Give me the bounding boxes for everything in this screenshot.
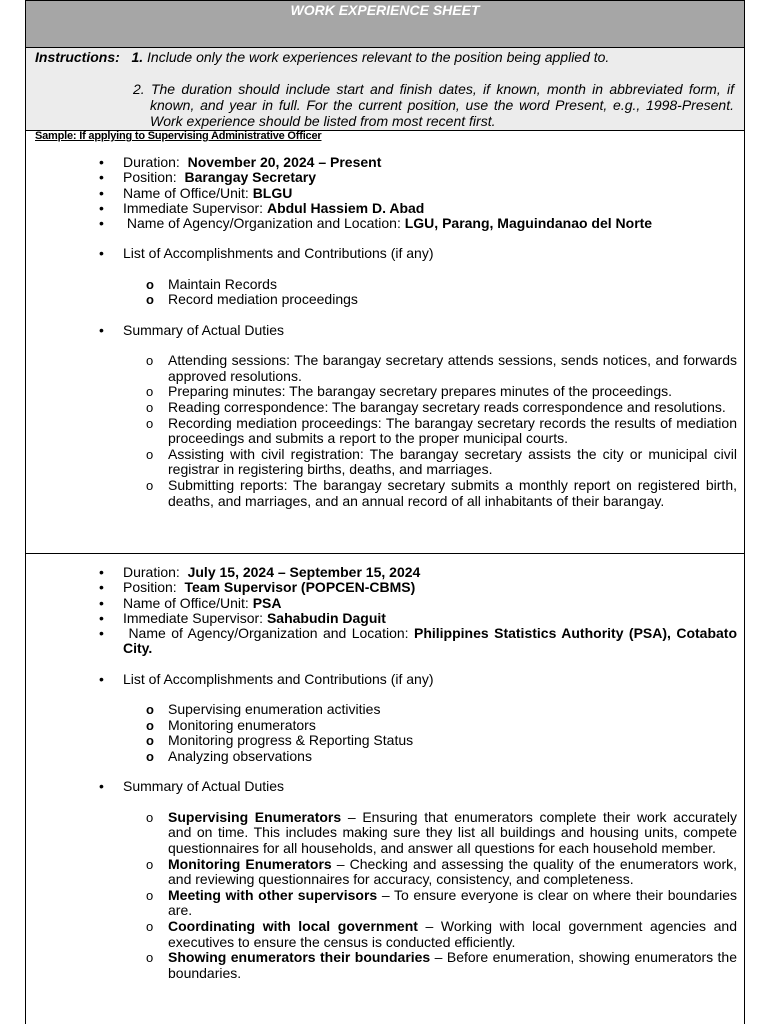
duty-title: Monitoring Enumerators (168, 855, 332, 872)
list-item: o Submitting reports: The barangay secretary submits a monthly report on registered birth, deaths, and marriages, and an annual record of all inhabitants of their barangay. (26, 478, 744, 509)
duty-title: Meeting with other supervisors (168, 886, 378, 903)
duties-list (26, 810, 744, 982)
instruction-1 (35, 49, 735, 65)
position-item (26, 170, 744, 185)
position-item (26, 580, 744, 595)
position-value: Barangay Secretary (184, 169, 317, 186)
agency-item (26, 626, 744, 657)
duration-value: November 20, 2024 – Present (187, 154, 382, 170)
duties-heading: • Summary of Actual Duties (26, 779, 744, 794)
office-value: BLGU (252, 184, 293, 201)
list-item: o Preparing minutes: The barangay secretary prepares minutes of the proceedings. (26, 384, 744, 400)
accomplishments-heading: • List of Accomplishments and Contributions (if any) (26, 246, 744, 261)
office-value: PSA (252, 594, 282, 611)
sheet-title: WORK EXPERIENCE SHEET (290, 2, 480, 18)
list-item: o Analyzing observations (26, 749, 744, 765)
title-bar (26, 0, 744, 48)
agency-item (26, 216, 744, 231)
duties-list (26, 353, 744, 509)
list-item: o Monitoring progress & Reporting Status (26, 733, 744, 749)
instruction-1-text: Include only the work experiences relevant to the position being applied to. (147, 49, 610, 65)
experience-1-details (26, 155, 744, 231)
work-experience-sheet (25, 0, 745, 1024)
position-label: Position: (123, 169, 177, 186)
experience-2-details (26, 565, 744, 657)
list-item: o Supervising enumeration activities (26, 702, 744, 718)
sample-note: Sample: If applying to Supervising Administrative Officer (35, 130, 322, 142)
supervisor-label: Immediate Supervisor: (123, 199, 264, 216)
office-label: Name of Office/Unit: (123, 594, 249, 611)
duty-text: – Working with local government agencies and executives to ensure the census is conducted efficiently. (168, 917, 738, 950)
duration-item (26, 155, 744, 170)
duration-value: July 15, 2024 – September 15, 2024 (187, 564, 421, 580)
duty-text: – To ensure everyone is clear on where their boundaries are. (168, 886, 737, 919)
list-item: o Maintain Records (26, 277, 744, 293)
experience-2 (26, 565, 744, 981)
list-item (26, 950, 744, 981)
supervisor-value: Abdul Hassiem D. Abad (266, 199, 425, 216)
instruction-1-number: 1. (131, 49, 144, 65)
list-item: o Recording mediation proceedings: The barangay secretary records the results of mediation proceedings and submits a report to the proper municipal courts. (26, 416, 744, 447)
duration-label: Duration: (123, 154, 180, 170)
office-item (26, 596, 744, 611)
supervisor-item (26, 611, 744, 626)
supervisor-value: Sahabudin Daguit (266, 609, 386, 626)
list-item: o Record mediation proceedings (26, 292, 744, 308)
agency-label: Name of Agency/Organization and Location: (126, 215, 401, 232)
accomplishments-heading: • List of Accomplishments and Contributions (if any) (26, 672, 744, 687)
duty-title: Supervising Enumerators (168, 808, 342, 825)
supervisor-label: Immediate Supervisor: (123, 609, 264, 626)
duty-text: – Ensuring that enumerators complete their work accurately and on time. This includes making sure they list all buildings and housing units, compete questionnaires for all households, and answer all questions for each household member. (168, 808, 737, 856)
instructions-box (26, 48, 744, 131)
list-item (26, 919, 744, 950)
accomplishments-list (26, 277, 744, 308)
duties-heading: • Summary of Actual Duties (26, 323, 744, 338)
duration-label: Duration: (123, 564, 180, 580)
instruction-2: 2. The duration should include start and finish dates, if known, month in abbreviated form, if known, and year in full. For the current position, use the word Present, e.g., 1998-Present. Work experience should be listed from most recent first. (133, 81, 734, 129)
duration-item (26, 565, 744, 580)
office-item (26, 186, 744, 201)
agency-label: Name of Agency/Organization and Location: (128, 625, 409, 642)
position-value: Team Supervisor (POPCEN-CBMS) (184, 579, 416, 596)
list-item: o Reading correspondence: The barangay secretary reads correspondence and resolutions. (26, 400, 744, 416)
duty-title: Coordinating with local government (168, 917, 418, 934)
duty-title: Showing enumerators their boundaries (168, 949, 431, 966)
list-item: o Monitoring enumerators (26, 718, 744, 734)
list-item (26, 857, 744, 888)
agency-value: LGU, Parang, Maguindanao del Norte (404, 215, 653, 232)
accomplishments-list (26, 702, 744, 764)
duty-text: – Checking and assessing the quality of the enumerators work, and reviewing questionnaires for accuracy, consistency, and completeness. (168, 855, 737, 888)
agency-value: Philippines Statistics Authority (PSA), Cotabato City. (123, 625, 738, 657)
list-item (26, 810, 744, 857)
duty-text: – Before enumeration, showing enumerators the boundaries. (168, 949, 738, 981)
supervisor-item (26, 201, 744, 216)
list-item (26, 888, 744, 919)
list-item: o Attending sessions: The barangay secretary attends sessions, sends notices, and forwards approved resolutions. (26, 353, 744, 384)
instructions-label: Instructions: (35, 49, 120, 65)
experience-1 (26, 155, 744, 554)
office-label: Name of Office/Unit: (123, 184, 249, 201)
position-label: Position: (123, 579, 177, 596)
list-item: o Assisting with civil registration: The barangay secretary assists the city or municipal civil registrar in registering births, deaths, and marriages. (26, 447, 744, 478)
